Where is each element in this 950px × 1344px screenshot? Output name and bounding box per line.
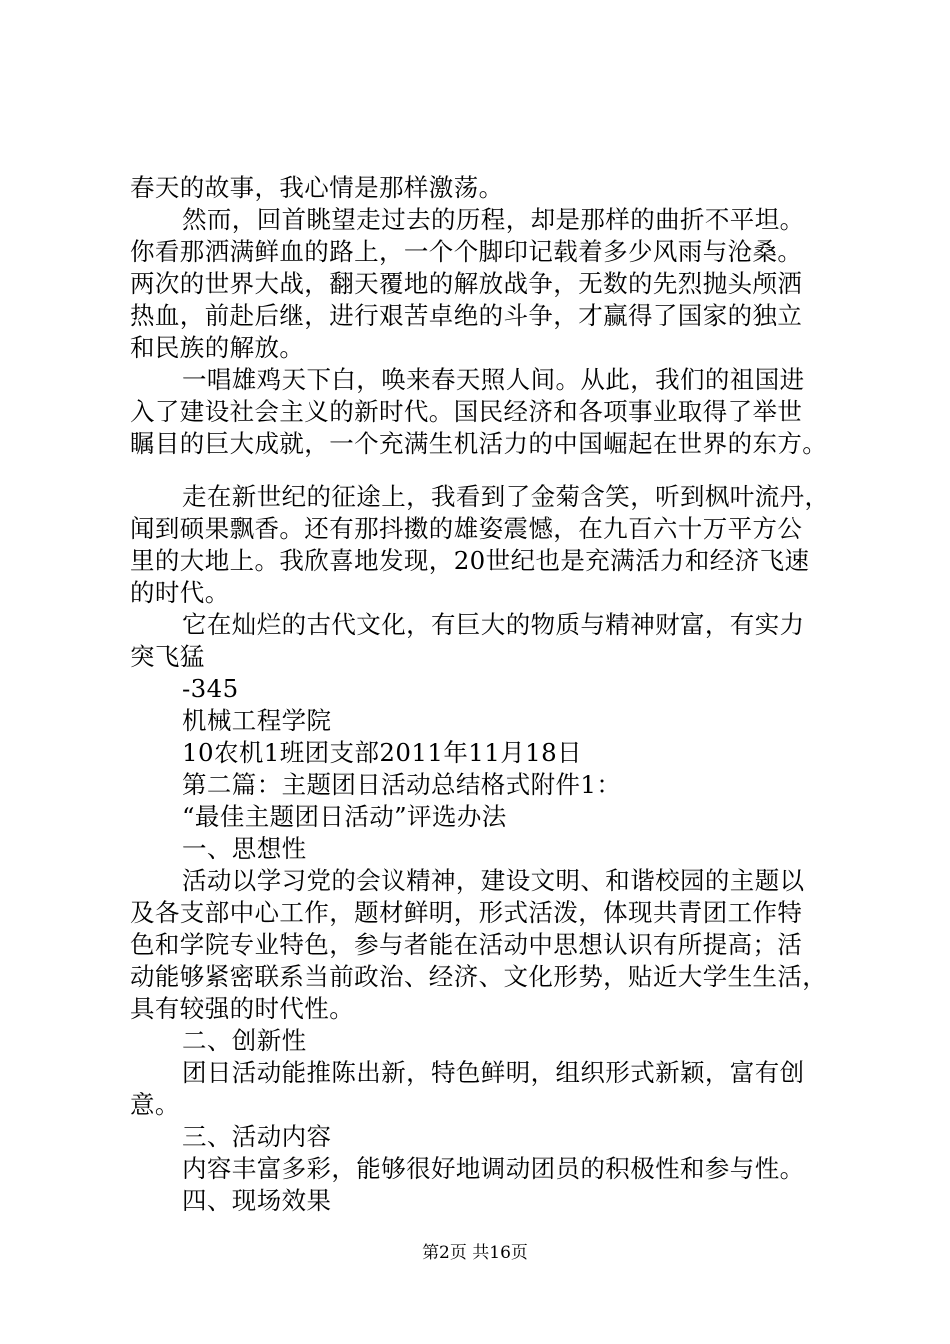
text-line: 一唱雄鸡天下白，唤来春天照人间。从此，我们的祖国进 — [182, 365, 805, 394]
text-line: 两次的世界大战，翻天覆地的解放战争，无数的先烈抛头颅洒 — [130, 269, 803, 298]
text-line: 动能够紧密联系当前政治、经济、文化形势，贴近大学生生活， — [130, 962, 828, 991]
page-footer: 第2页 共16页 — [422, 1243, 528, 1263]
text-line: 它在灿烂的古代文化，有巨大的物质与精神财富，有实力 — [182, 610, 805, 639]
text-line: -345 — [182, 674, 239, 703]
text-line: 具有较强的时代性。 — [130, 994, 355, 1023]
text-line: 团日活动能推陈出新，特色鲜明，组织形式新颖，富有创 — [182, 1058, 805, 1087]
text-line: 的时代。 — [130, 578, 230, 607]
text-line: 突飞猛 — [130, 642, 205, 671]
section-heading: 一、思想性 — [182, 834, 307, 863]
text-line: 及各支部中心工作，题材鲜明，形式活泼，体现共青团工作特 — [130, 898, 803, 927]
text-line: 闻到硕果飘香。还有那抖擞的雄姿震憾，在九百六十万平方公 — [130, 514, 803, 543]
text-line: 走在新世纪的征途上，我看到了金菊含笑，听到枫叶流丹， — [182, 482, 830, 511]
text-line: 瞩目的巨大成就，一个充满生机活力的中国崛起在世界的东方。 — [130, 429, 828, 458]
section-heading: 二、创新性 — [182, 1026, 307, 1055]
text-line: 你看那洒满鲜血的路上，一个个脚印记载着多少风雨与沧桑。 — [130, 237, 803, 266]
text-line: 然而，回首眺望走过去的历程，却是那样的曲折不平坦。 — [182, 205, 805, 234]
text-line: 色和学院专业特色，参与者能在活动中思想认识有所提高；活 — [130, 930, 803, 959]
text-line: 意。 — [130, 1090, 180, 1119]
text-line: “最佳主题团日活动”评选办法 — [182, 802, 507, 831]
text-line: 机械工程学院 — [182, 706, 332, 735]
text-line: 活动以学习党的会议精神，建设文明、和谐校园的主题以 — [182, 866, 805, 895]
text-line: 里的大地上。我欣喜地发现，20世纪也是充满活力和经济飞速 — [130, 546, 810, 575]
text-line: 10农机1班团支部2011年11月18日 — [182, 738, 582, 767]
text-line: 春天的故事，我心情是那样激荡。 — [130, 173, 504, 202]
text-line: 内容丰富多彩，能够很好地调动团员的积极性和参与性。 — [182, 1154, 805, 1183]
section-heading: 四、现场效果 — [182, 1186, 332, 1215]
text-line: 和民族的解放。 — [130, 333, 305, 362]
text-line: 热血，前赴后继，进行艰苦卓绝的斗争，才赢得了国家的独立 — [130, 301, 803, 330]
section-heading: 三、活动内容 — [182, 1122, 332, 1151]
text-line: 第二篇：主题团日活动总结格式附件1： — [182, 770, 622, 799]
text-line: 入了建设社会主义的新时代。国民经济和各项事业取得了举世 — [130, 397, 803, 426]
